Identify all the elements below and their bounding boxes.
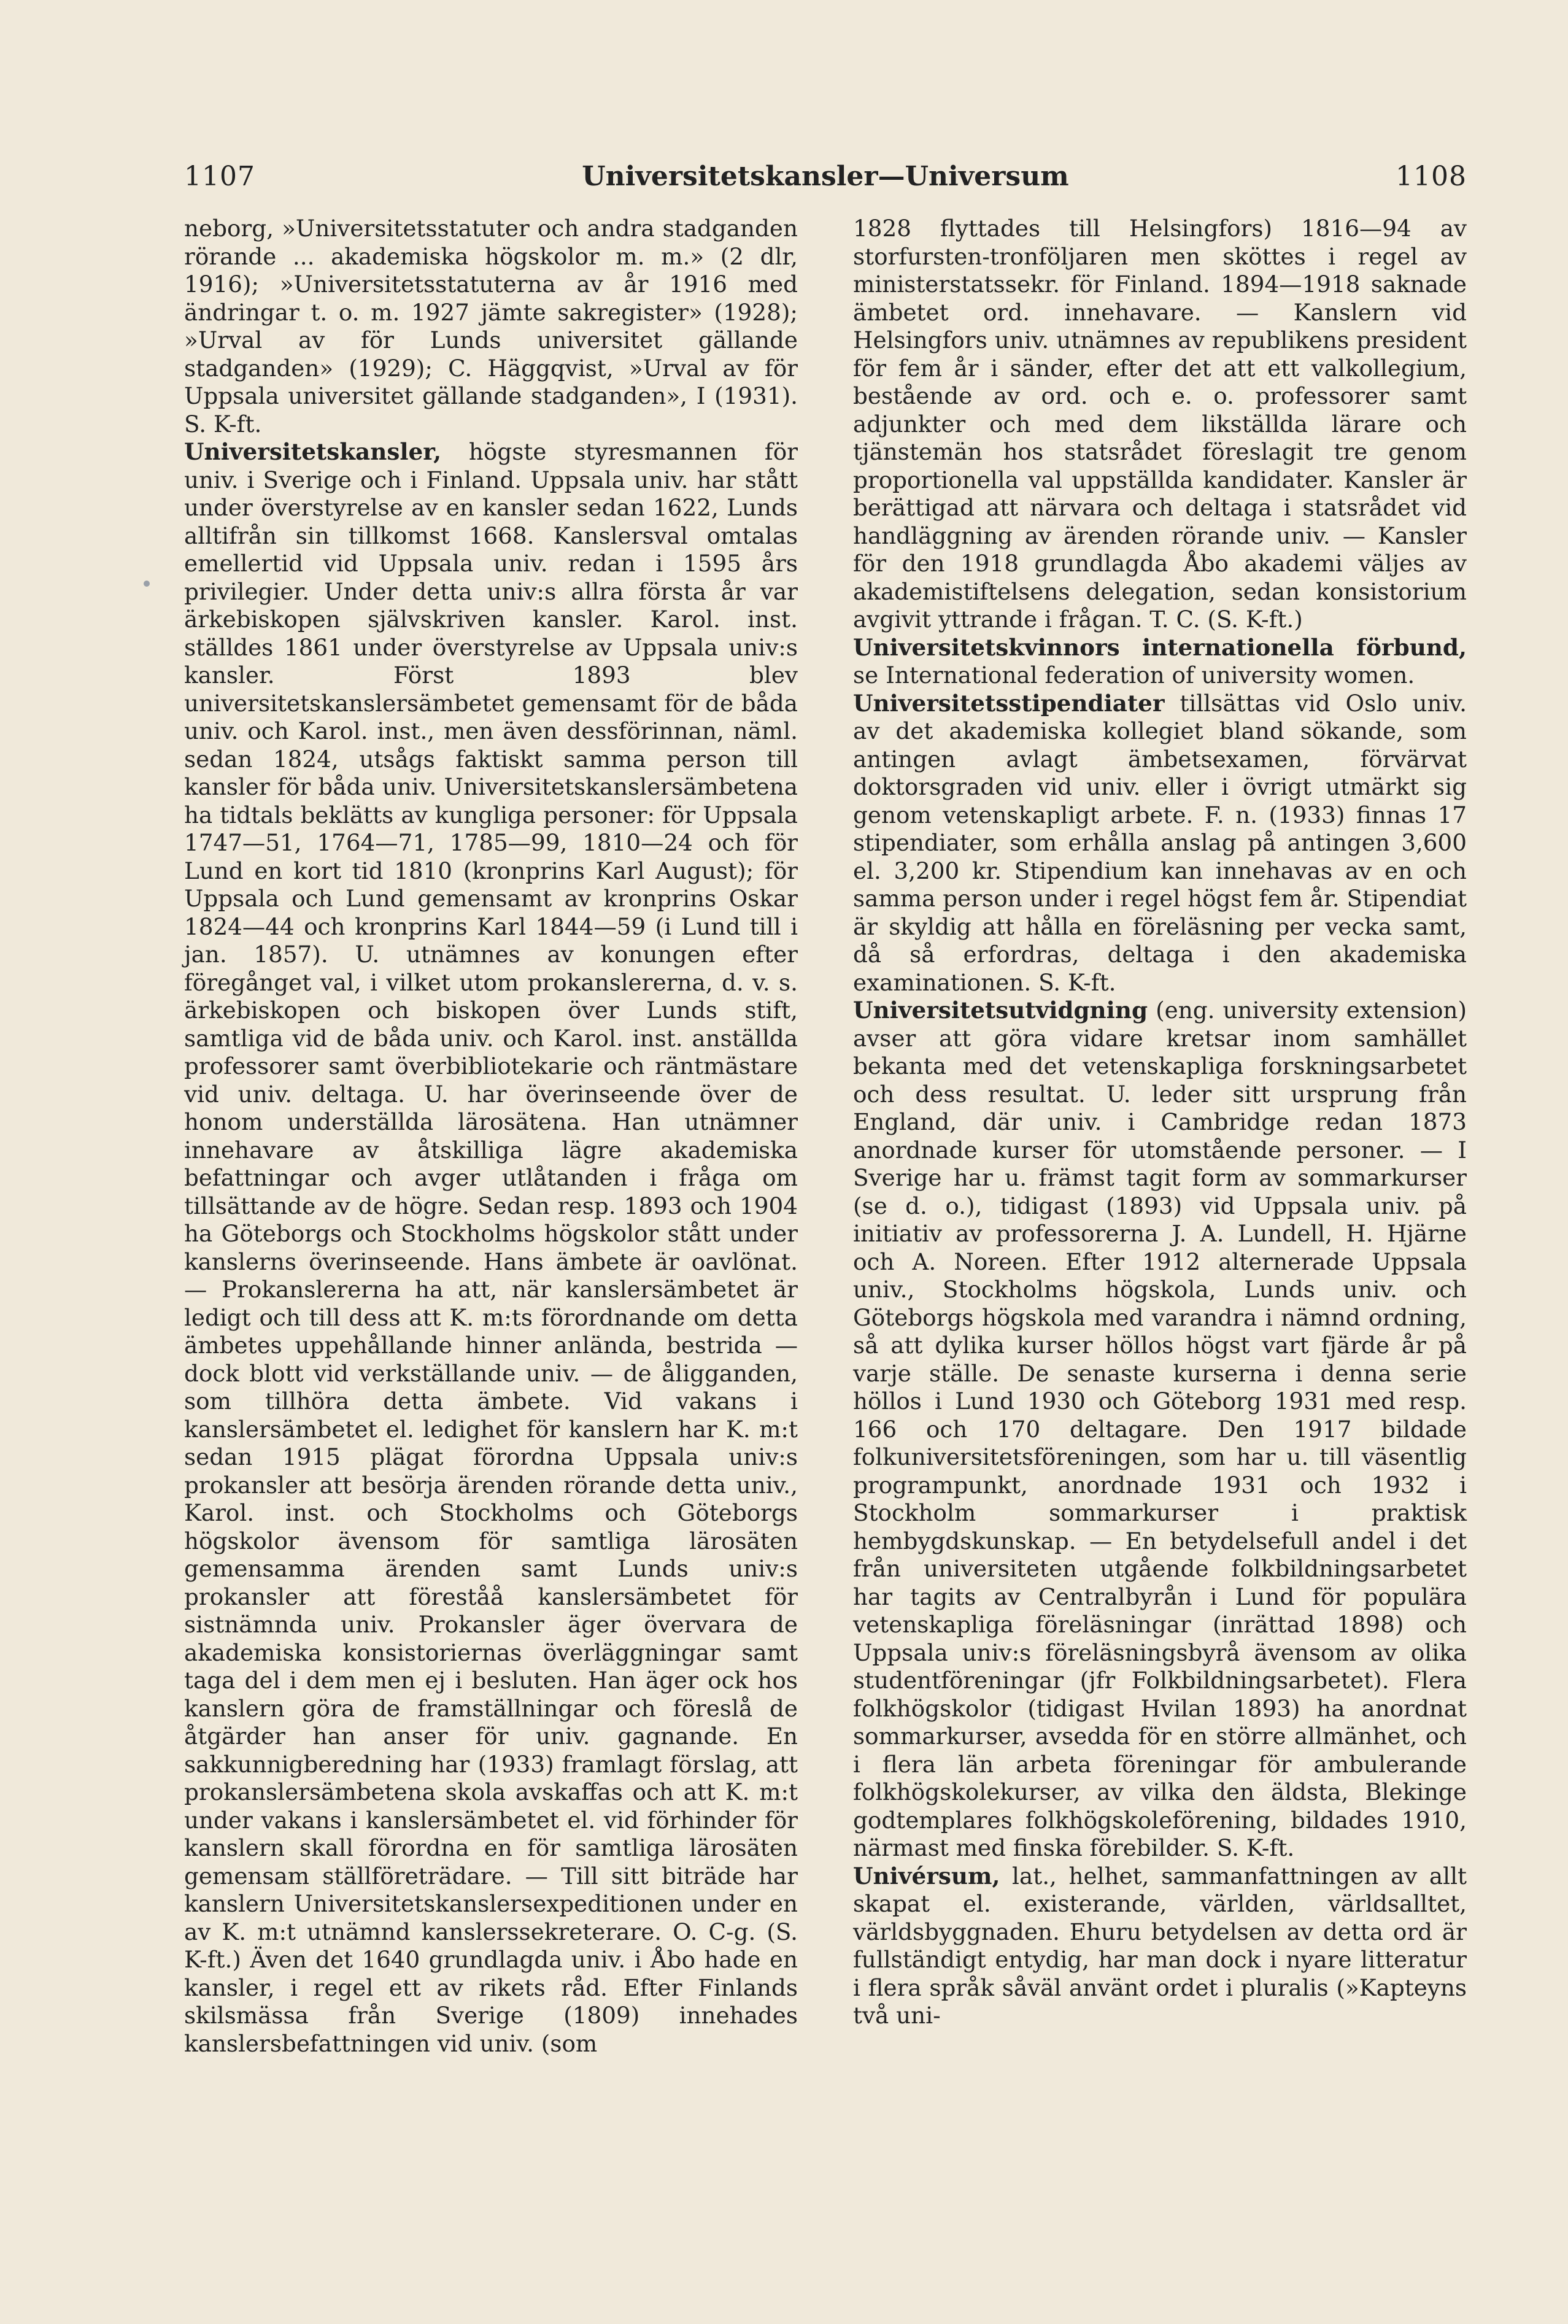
entry-headword: Universitetskvinnors internationella förbund, [853, 633, 1467, 661]
entry-paragraph [184, 438, 798, 2058]
left-column [184, 215, 798, 2058]
entry-headword: Universitetskansler, [184, 438, 442, 465]
entry-body: (eng. university extension) avser att göra vidare kretsar inom samhället bekanta med det vetenskapliga forskningsarbetet och dess resultat. U. leder sitt ursprung från England, där univ. i Cambridge redan 1873 anordnade kurser för utomstående personer. — I Sverige har u. främst tagit form av sommarkurser (se d. o.), tidigast (1893) vid Uppsala univ. på initiativ av professorerna J. A. Lundell, H. Hjärne och A. Noreen. Efter 1912 alternerade Uppsala univ., Stockholms högskola, Lunds univ. och Göteborgs högskola med varandra i nämnd ordning, så att dylika kurser höllos högst vart fjärde år på varje ställe. De senaste kurserna i denna serie höllos i Lund 1930 och Göteborg 1931 med resp. 166 och 170 deltagare. Den 1917 bildade folkuniversitetsföreningen, som har u. till väsentlig programpunkt, anordnade 1931 och 1932 i Stockholm sommarkurser i praktisk hembygdskunskap. — En betydelsefull andel i det från universiteten utgående folkbildningsarbetet har tagits av Centralbyrån i Lund för populära vetenskapliga föreläsningar (inrättad 1898) och Uppsala univ:s föreläsningsbyrå ävensom av olika studentföreningar (jfr Folkbildningsarbetet). Flera folkhögskolor (tidigast Hvilan 1893) ha anordnat sommarkurser, avsedda för en större allmänhet, och i flera län arbeta föreningar för ambulerande folkhögskolekurser, av vilka den äldsta, Blekinge godtemplares folkhögskoleförening, bildades 1910, närmast med finska förebilder. S. K-ft. [853, 997, 1467, 1861]
continued-paragraph: neborg, »Universitetsstatuter och andra stadganden rörande ... akademiska högskolor m. m.» (2 dlr, 1916); »Universitetsstatuterna av år 1916 med ändringar t. o. m. 1927 jämte sakregister» (1928); »Urval av för Lunds universitet gällande stadganden» (1929); C. Häggqvist, »Urval av för Uppsala universitet gällande stadganden», I (1931). S. K-ft. [184, 215, 798, 438]
entry-headword: Universitetsstipendiater [853, 689, 1165, 717]
entry-paragraph [853, 997, 1467, 1863]
entry-body: högste styresmannen för univ. i Sverige och i Finland. Uppsala univ. har stått under överstyrelse av en kansler sedan 1622, Lunds alltifrån sin tillkomst 1668. Kanslersval omtalas emellertid vid Uppsala univ. redan i 1595 års privilegier. Under detta univ:s allra första år var ärkebiskopen självskriven kansler. Karol. inst. ställdes 1861 under överstyrelse av Uppsala univ:s kansler. Först 1893 blev universitetskanslersämbetet gemensamt för de båda univ. och Karol. inst., men även dessförinnan, näml. sedan 1824, utsågs faktiskt samma person till kansler för båda univ. Universitetskanslersämbetena ha tidtals beklätts av kungliga personer: för Uppsala 1747—51, 1764—71, 1785—99, 1810—24 och för Lund en kort tid 1810 (kronprins Karl August); för Uppsala och Lund gemensamt av kronprins Oskar 1824—44 och kronprins Karl 1844—59 (i Lund till i jan. 1857). U. utnämnes av konungen efter föregånget val, i vilket utom prokanslererna, d. v. s. ärkebiskopen och biskopen över Lunds stift, samtliga vid de båda univ. och Karol. inst. anställda professorer samt överbibliotekarie och räntmästare vid univ. deltaga. U. har överinseende över de honom underställda lärosätena. Han utnämner innehavare av åtskilliga lägre akademiska befattningar och avger utlåtanden i fråga om tillsättande av de högre. Sedan resp. 1893 och 1904 ha Göteborgs och Stockholms högskolor stått under kanslerns överinseende. Hans ämbete är oavlönat. — Prokanslererna ha att, när kanslersämbetet är ledigt och till dess att K. m:ts förordnande om detta ämbetes uppehållande hinner anlända, bestrida — dock blott vid verkställande univ. — de åligganden, som tillhöra detta ämbete. Vid vakans i kanslersämbetet el. ledighet för kanslern har K. m:t sedan 1915 plägat förordna Uppsala univ:s prokansler att besörja ärenden rörande detta univ., Karol. inst. och Stockholms och Göteborgs högskolor ävensom för samtliga lärosäten gemensamma ärenden samt Lunds univ:s prokansler att föreståå kanslersämbetet för sistnämnda univ. Prokansler äger övervara de akademiska konsistoriernas överläggningar samt taga del i dem men ej i besluten. Han äger ock hos kanslern göra de framställningar och föreslå de åtgärder han anser för univ. gagnande. En sakkunnigberedning har (1933) framlagt förslag, att prokanslersämbetena skola avskaffas och att K. m:t under vakans i kanslersämbetet el. vid förhinder för kanslern skall förordna en för samtliga lärosäten gemensam ställföreträdare. — Till sitt biträde har kanslern Universitetskanslersexpeditionen under en av K. m:t utnämnd kanslerssekreterare. O. C-g. (S. K-ft.) Även det 1640 grundlagda univ. i Åbo hade en kansler, i regel ett av rikets råd. Efter Finlands skilsmässa från Sverige (1809) innehades kanslersbefattningen vid univ. (som [184, 438, 798, 2057]
entry-headword: Univérsum, [853, 1862, 1000, 1890]
right-column [853, 215, 1467, 2030]
entry-paragraph [853, 1863, 1467, 2030]
entry-paragraph [853, 690, 1467, 997]
page-number-right: 1108 [1396, 161, 1467, 192]
running-title: Universitetskansler—Universum [582, 161, 1069, 192]
entry-body: se International federation of university women. [853, 662, 1415, 689]
entry-headword: Universitetsutvidgning [853, 997, 1148, 1024]
page-number-left: 1107 [184, 161, 255, 192]
entry-body: lat., helhet, sammanfattningen av allt skapat el. existerande, världen, världsalltet, världsbyggnaden. Ehuru betydelsen av detta ord är fullständigt entydig, har man dock i nyare litteratur i flera språk såväl använt ordet i pluralis (»Kapteyns två uni- [853, 1862, 1467, 2029]
margin-mark [144, 581, 150, 587]
entry-body: tillsättas vid Oslo univ. av det akademiska kollegiet bland sökande, som antingen avlagt ämbetsexamen, förvärvat doktorsgraden vid univ. eller i övrigt utmärkt sig genom vetenskapligt arbete. F. n. (1933) finnas 17 stipendiater, som erhålla anslag på antingen 3,600 el. 3,200 kr. Stipendium kan innehavas av en och samma person under i regel högst fem år. Stipendiat är skyldig att hålla en föreläsning per vecka samt, då så erfordras, deltaga i den akademiska examinationen. S. K-ft. [853, 689, 1467, 996]
page-header [184, 161, 1467, 210]
continued-paragraph: 1828 flyttades till Helsingfors) 1816—94 av storfursten-tronföljaren men sköttes i regel av ministerstatssekr. för Finland. 1894—1918 saknade ämbetet ord. innehavare. — Kanslern vid Helsingfors univ. utnämnes av republikens president för fem år i sänder, efter det att ett valkollegium, bestående av ord. och e. o. professorer samt adjunkter och med dem likställda lärare och tjänstemän hos statsrådet föreslagit tre genom proportionella val uppställda kandidater. Kansler är berättigad att närvara och deltaga i statsrådet vid handläggning av ärenden rörande univ. — Kansler för den 1918 grundlagda Åbo akademi väljes av akademistiftelsens delegation, sedan konsistorium avgivit yttrande i frågan. T. C. (S. K-ft.) [853, 215, 1467, 633]
entry-paragraph [853, 634, 1467, 690]
